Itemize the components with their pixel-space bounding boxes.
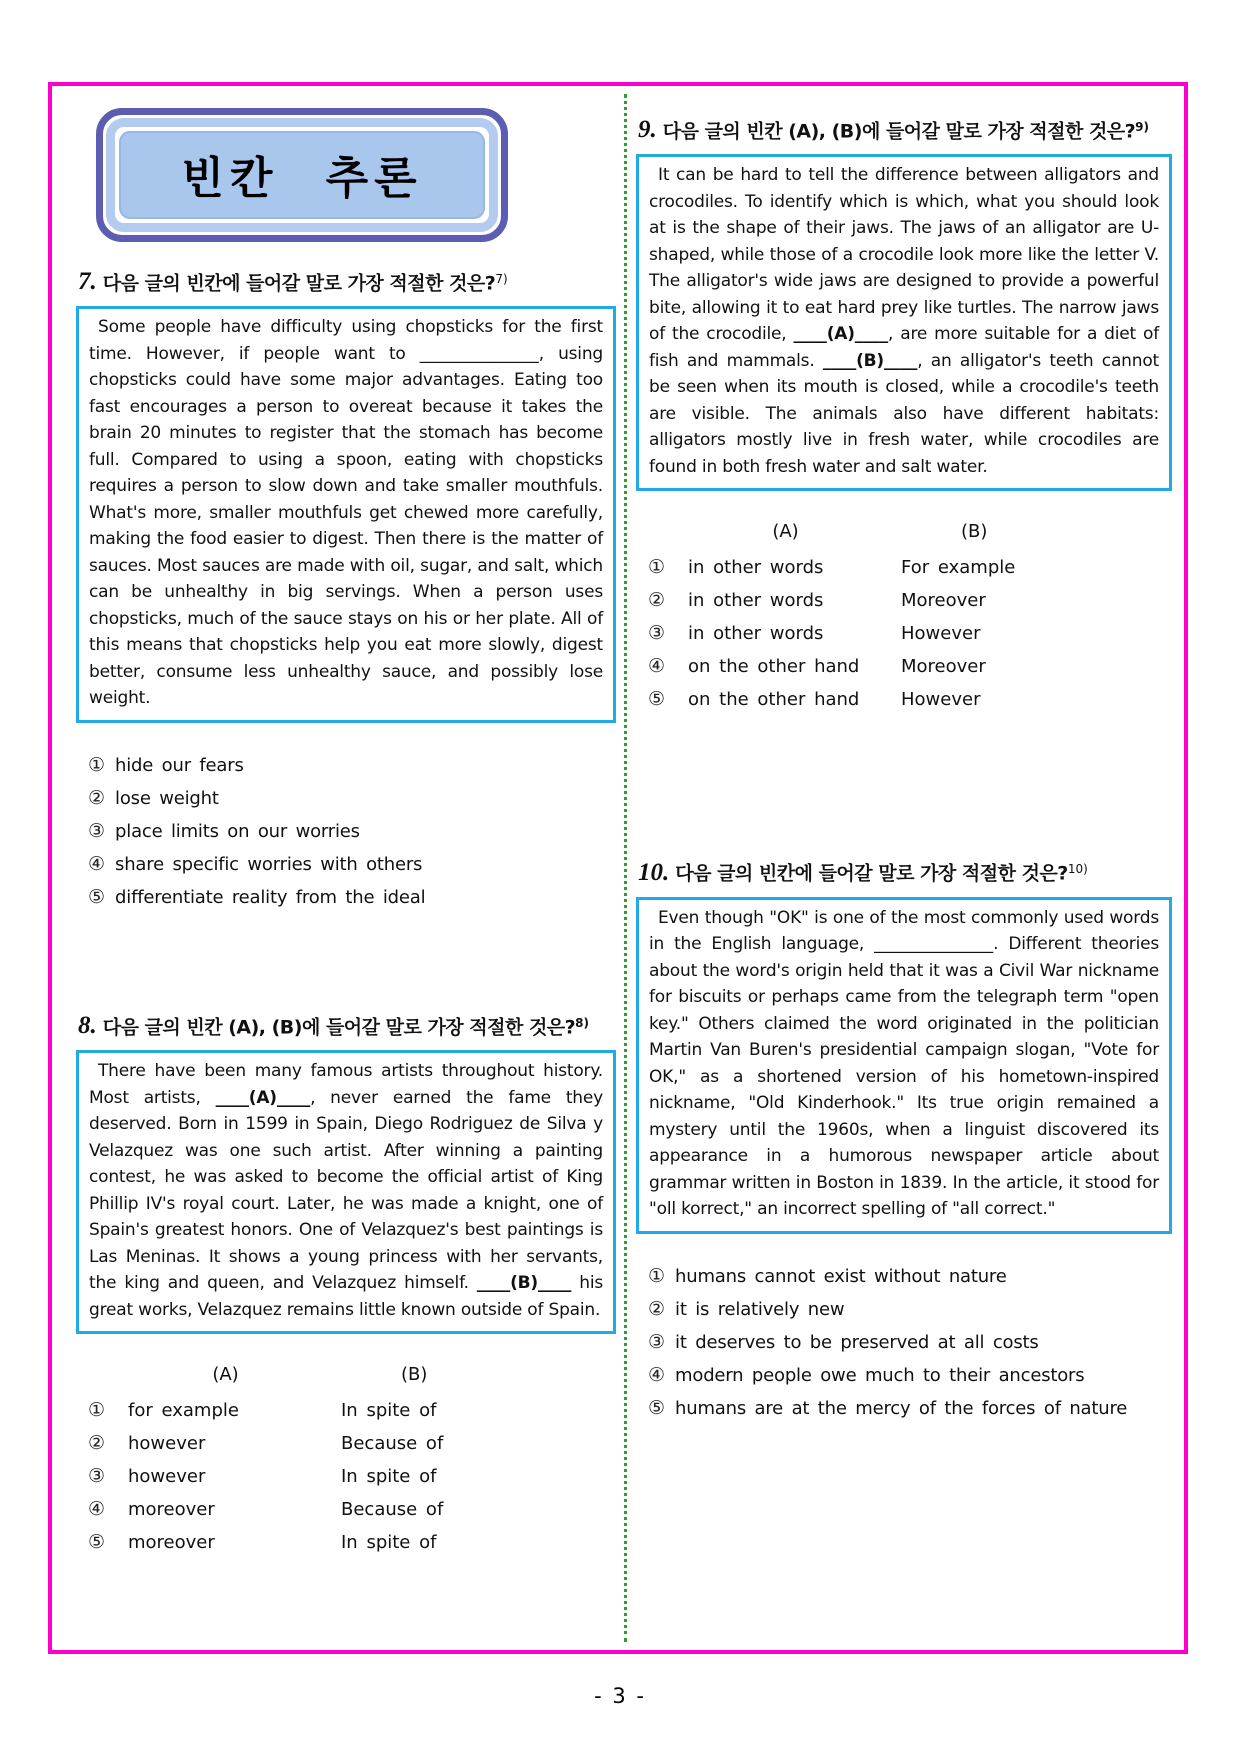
option-number: ② bbox=[88, 786, 106, 809]
option-item bbox=[648, 617, 1172, 650]
passage-segment: ____(A)____ bbox=[215, 1087, 311, 1108]
option-item bbox=[648, 551, 1172, 584]
option-text: hide our fears bbox=[115, 754, 244, 776]
passage-segment: Some people have difficulty using chopsticks for the first time. However, if people want to bbox=[89, 317, 603, 364]
question-10-header bbox=[638, 854, 1172, 889]
ab-column-headers bbox=[648, 515, 1172, 548]
passage-text bbox=[649, 162, 1159, 480]
question-9-header bbox=[638, 112, 1172, 147]
option-text-b: In spite of bbox=[341, 1532, 437, 1554]
option-text: differentiate reality from the ideal bbox=[115, 886, 426, 908]
option-text: share specific worries with others bbox=[115, 853, 423, 875]
option-number: ② bbox=[648, 589, 666, 612]
option-number: ④ bbox=[88, 852, 106, 875]
ab-header-spacer bbox=[648, 515, 678, 548]
option-text-a: however bbox=[128, 1466, 206, 1488]
passage-text bbox=[89, 1058, 603, 1323]
option-number: ⑤ bbox=[648, 1396, 666, 1419]
option-text-b: Because of bbox=[341, 1499, 444, 1521]
option-text: it is relatively new bbox=[675, 1298, 845, 1320]
option-text-a: moreover bbox=[128, 1499, 215, 1521]
option-item bbox=[648, 1359, 1172, 1392]
options-list bbox=[636, 1260, 1172, 1425]
option-number: ⑤ bbox=[648, 688, 666, 711]
page-title: 빈칸 추론 bbox=[181, 153, 423, 204]
question-10-section bbox=[636, 854, 1172, 1424]
question-number: 8. bbox=[78, 1012, 97, 1040]
option-item bbox=[88, 1493, 616, 1526]
option-text-a: moreover bbox=[128, 1532, 215, 1554]
option-number: ④ bbox=[648, 655, 666, 678]
page-number: - 3 - bbox=[594, 1684, 646, 1708]
option-item bbox=[88, 749, 616, 782]
page-border bbox=[48, 82, 1188, 1654]
option-text-a: in other words bbox=[688, 557, 824, 579]
passage-segment: ____(B)____ bbox=[822, 350, 918, 371]
option-text-b: In spite of bbox=[341, 1466, 437, 1488]
option-number: ① bbox=[648, 1264, 666, 1287]
right-column bbox=[636, 86, 1172, 1425]
passage-box bbox=[636, 897, 1172, 1234]
option-number: ③ bbox=[88, 819, 106, 842]
ab-column-headers bbox=[88, 1358, 616, 1391]
question-8-section bbox=[76, 1008, 616, 1559]
option-text-a: for example bbox=[128, 1400, 239, 1422]
passage-segment: , an alligator's teeth cannot be seen when its mouth is closed, while a crocodile's teeth are visible. The animals also have different habitats: alligators mostly live in fresh water, while crocodiles are found in both fresh water and salt water. bbox=[649, 350, 1159, 477]
option-text: modern people owe much to their ancestors bbox=[675, 1364, 1085, 1386]
question-number: 9. bbox=[638, 116, 657, 144]
option-item bbox=[88, 1427, 616, 1460]
option-item bbox=[648, 1293, 1172, 1326]
option-item bbox=[88, 848, 616, 881]
option-item bbox=[88, 1526, 616, 1559]
passage-box bbox=[76, 1050, 616, 1334]
passage-segment: ____(A)____ bbox=[793, 324, 889, 345]
question-number: 10. bbox=[638, 858, 670, 886]
option-text: it deserves to be preserved at all costs bbox=[675, 1331, 1039, 1353]
option-item bbox=[648, 1326, 1172, 1359]
passage-segment: his great works, Velazquez remains little known outside of Spain. bbox=[89, 1273, 603, 1320]
question-prompt: 다음 글의 빈칸 (A), (B)에 들어갈 말로 가장 적절한 것은? bbox=[102, 1016, 576, 1039]
option-text: humans are at the mercy of the forces of nature bbox=[675, 1397, 1128, 1419]
option-text-b: For example bbox=[901, 557, 1016, 579]
option-item bbox=[648, 1260, 1172, 1293]
passage-text bbox=[89, 314, 603, 712]
passage-segment: Even though "OK" is one of the most commonly used words in the English language, bbox=[649, 907, 1159, 955]
option-text-b: However bbox=[901, 623, 981, 645]
option-text-b: Because of bbox=[341, 1433, 444, 1455]
passage-segment: , are more suitable for a diet of fish and mammals. bbox=[649, 324, 1160, 371]
option-text: lose weight bbox=[115, 787, 219, 809]
option-item bbox=[648, 1392, 1172, 1425]
ab-header-a: (A) bbox=[212, 1364, 239, 1386]
option-number: ① bbox=[88, 1399, 106, 1422]
passage-segment: ____(B)____ bbox=[476, 1273, 572, 1294]
passage-segment: , never earned the fame they deserved. Born in 1599 in Spain, Diego Rodriguez de Silva y Velazquez was one such artist. After winning a painting contest, he was asked to become the official artist of King Phillip IV's royal court. Later, he was made a knight, one of Spain's greatest honors. One of Velazquez's best paintings is Las Meninas. It shows a young princess with her servants, the king and queen, and Velazquez himself. bbox=[89, 1087, 603, 1294]
option-number: ③ bbox=[88, 1465, 106, 1488]
option-number: ③ bbox=[648, 622, 666, 645]
option-text-b: Moreover bbox=[901, 590, 986, 612]
option-number: ④ bbox=[648, 1363, 666, 1386]
options-ab-table bbox=[636, 515, 1172, 716]
footnote-marker: 8) bbox=[575, 1015, 590, 1030]
option-number: ③ bbox=[648, 1330, 666, 1353]
question-9-section bbox=[636, 112, 1172, 716]
option-text-b: In spite of bbox=[341, 1400, 437, 1422]
ab-header-b: (B) bbox=[961, 521, 988, 543]
section-title-banner bbox=[96, 108, 508, 242]
footnote-marker: 7) bbox=[495, 272, 508, 286]
question-prompt: 다음 글의 빈칸 (A), (B)에 들어갈 말로 가장 적절한 것은? bbox=[662, 120, 1136, 143]
option-text-a: in other words bbox=[688, 623, 824, 645]
footnote-marker: 10) bbox=[1067, 862, 1088, 877]
option-item bbox=[88, 815, 616, 848]
passage-box bbox=[76, 306, 616, 723]
option-item bbox=[88, 782, 616, 815]
passage-text bbox=[649, 905, 1159, 1223]
option-number: ⑤ bbox=[88, 885, 106, 908]
fill-in-blank: ______________ bbox=[419, 343, 539, 364]
ab-header-b: (B) bbox=[401, 1364, 428, 1386]
option-text-b: However bbox=[901, 689, 981, 711]
option-number: ① bbox=[88, 753, 106, 776]
passage-segment: It can be hard to tell the difference between alligators and crocodiles. To identify which is which, what you should look at is the shape of their jaws. The jaws of an alligator are U-shaped, while those of a crocodile look more like the letter V. The alligator's wide jaws are designed to provide a powerful bite, allowing it to eat hard prey like turtles. The narrow jaws of the crocodile, bbox=[649, 165, 1159, 345]
fill-in-blank: ______________ bbox=[874, 934, 994, 955]
option-item bbox=[88, 881, 616, 914]
option-number: ④ bbox=[88, 1498, 106, 1521]
passage-segment: . Different theories about the word's origin held that it was a Civil War nickname for biscuits or perhaps came from the telegraph term "open key." Others claimed the word originated in the politician Martin Van Buren's presidential campaign slogan, "Vote for OK," as a shortened version of his hometown-inspired nickname, "Old Kinderhook." Its true origin remained a mystery until the 1960s, when a linguist discovered its appearance in a humorous newspaper article about grammar written in Boston in 1839. In the article, it stood for "oll korrect," an incorrect spelling of "all correct." bbox=[649, 934, 1160, 1220]
option-text-a: however bbox=[128, 1433, 206, 1455]
option-text-a: on the other hand bbox=[688, 656, 860, 678]
passage-segment: There have been many famous artists throughout history. Most artists, bbox=[89, 1061, 603, 1108]
question-8-header bbox=[78, 1008, 616, 1043]
option-number: ① bbox=[648, 556, 666, 579]
ab-header-a: (A) bbox=[772, 521, 799, 543]
option-number: ② bbox=[88, 1432, 106, 1455]
question-7-section bbox=[76, 264, 616, 914]
option-text-a: on the other hand bbox=[688, 689, 860, 711]
question-7-header bbox=[78, 264, 616, 299]
column-divider bbox=[624, 94, 627, 1642]
options-ab-table bbox=[76, 1358, 616, 1559]
passage-segment: , using chopsticks could have some major advantages. Eating too fast encourages a person to overeat because it takes the brain 20 minutes to register that the stomach has become full. Compared to using a spoon, eating with chopsticks requires a person to slow down and take smaller mouthfuls. What's more, smaller mouthfuls get chewed more carefully, making the food easier to digest. Then there is the matter of sauces. Most sauces are made with oil, sugar, and salt, which can be unhealthy in big servings. When a person uses chopsticks, much of the sauce stays on his or her plate. All of this means that chopsticks help you eat more slowly, digest better, consume less unhealthy sauce, and possibly lose weight. bbox=[89, 343, 603, 709]
option-number: ⑤ bbox=[88, 1531, 106, 1554]
option-number: ② bbox=[648, 1297, 666, 1320]
title-banner-inner bbox=[119, 131, 485, 219]
option-item bbox=[88, 1394, 616, 1427]
option-text: humans cannot exist without nature bbox=[675, 1265, 1007, 1287]
title-banner-ring bbox=[106, 118, 498, 232]
option-text: place limits on our worries bbox=[115, 820, 360, 842]
option-item bbox=[648, 650, 1172, 683]
question-prompt: 다음 글의 빈칸에 들어갈 말로 가장 적절한 것은? bbox=[675, 862, 1068, 885]
footnote-marker: 9) bbox=[1135, 120, 1150, 134]
ab-header-spacer bbox=[88, 1358, 118, 1391]
option-item bbox=[648, 584, 1172, 617]
question-number: 7. bbox=[78, 268, 97, 296]
left-column bbox=[76, 86, 616, 1559]
question-prompt: 다음 글의 빈칸에 들어갈 말로 가장 적절한 것은? bbox=[102, 272, 496, 295]
option-text-a: in other words bbox=[688, 590, 824, 612]
option-item bbox=[88, 1460, 616, 1493]
option-text-b: Moreover bbox=[901, 656, 986, 678]
options-list bbox=[76, 749, 616, 914]
option-item bbox=[648, 683, 1172, 716]
passage-box bbox=[636, 154, 1172, 491]
